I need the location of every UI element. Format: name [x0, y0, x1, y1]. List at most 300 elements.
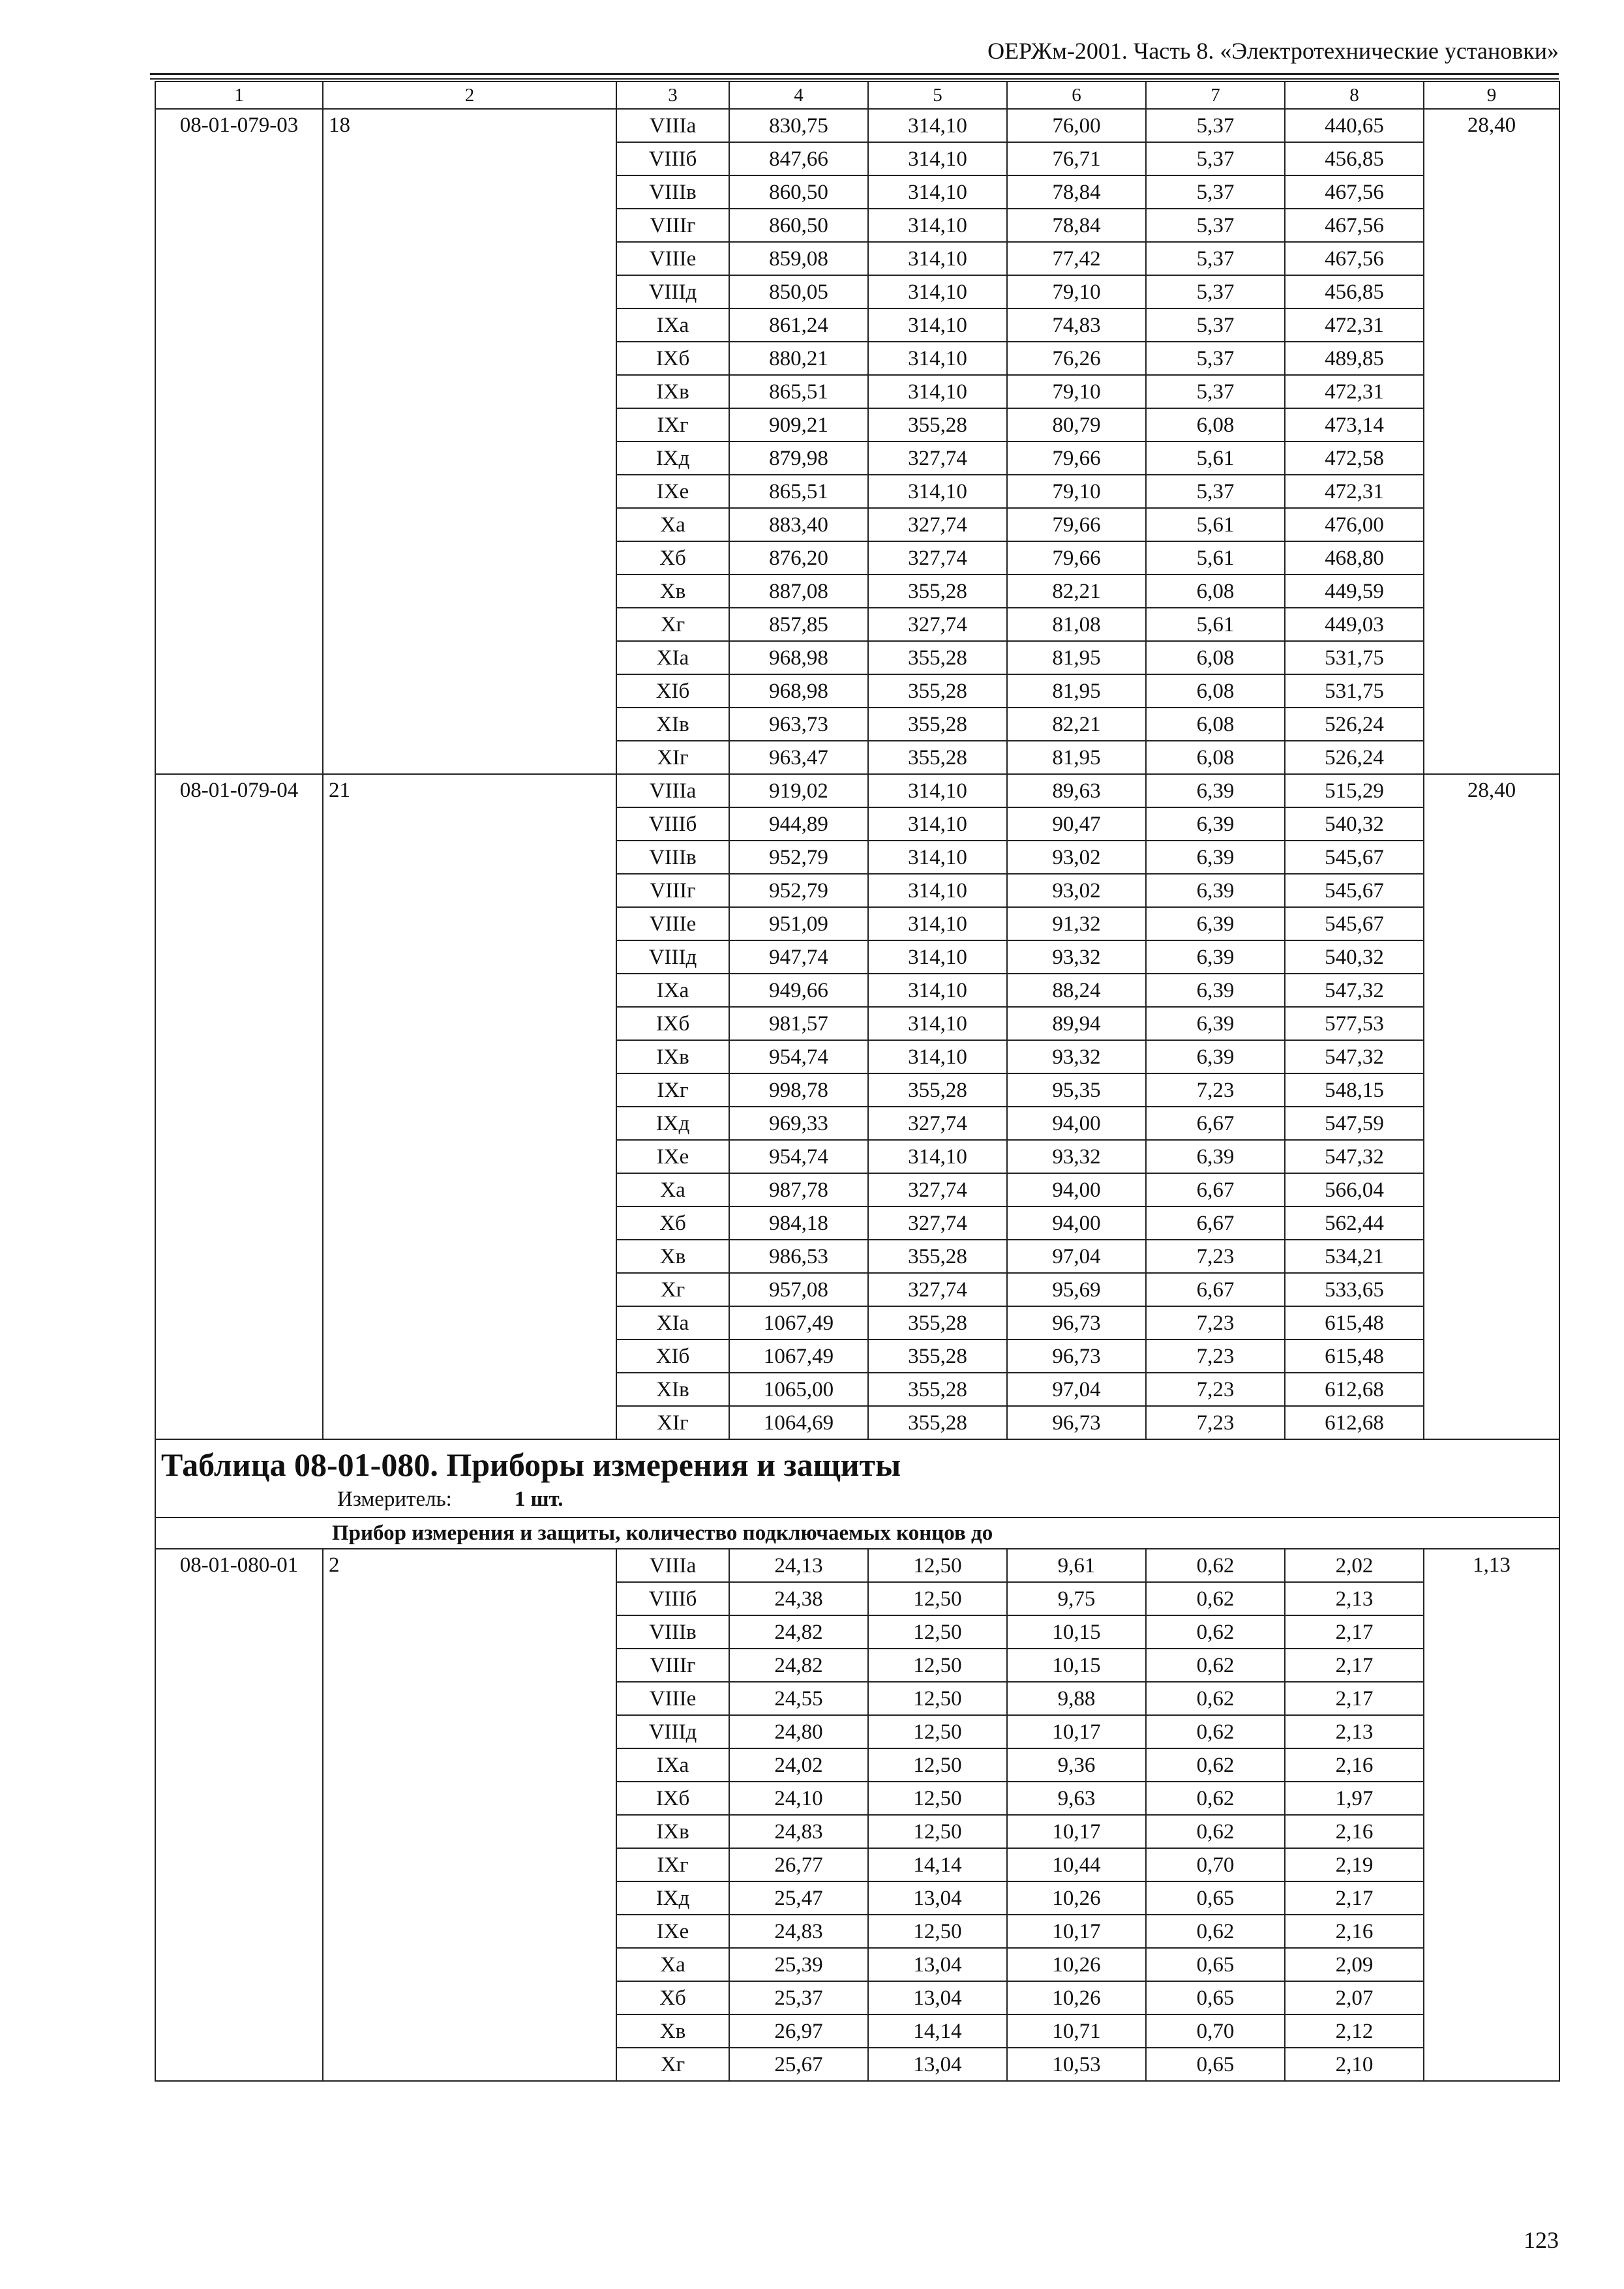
value-col6: 79,10: [1007, 275, 1146, 308]
value-col8: 612,68: [1285, 1373, 1424, 1406]
value-col6: 9,75: [1007, 1582, 1146, 1615]
value-col5: 314,10: [868, 375, 1007, 408]
value-col7: 6,39: [1146, 807, 1285, 841]
value-col5: 12,50: [868, 1682, 1007, 1715]
value-col4: 24,82: [729, 1615, 868, 1649]
zone-cell: IXa: [616, 1748, 729, 1782]
value-col7: 7,23: [1146, 1306, 1285, 1339]
table-section-header: [155, 1439, 1559, 1518]
zone-cell: IXд: [616, 1107, 729, 1140]
value-col8: 540,32: [1285, 807, 1424, 841]
table-row: [155, 1549, 1559, 1582]
value-col8: 456,85: [1285, 142, 1424, 175]
value-col6: 79,66: [1007, 508, 1146, 541]
value-col5: 355,28: [868, 1073, 1007, 1107]
value-col8: 2,12: [1285, 2014, 1424, 2048]
value-col8: 2,19: [1285, 1848, 1424, 1881]
value-col5: 12,50: [868, 1715, 1007, 1748]
value-col5: 355,28: [868, 1306, 1007, 1339]
value-col7: 0,62: [1146, 1549, 1285, 1582]
header-rule-thin: [150, 78, 1559, 80]
value-col4: 963,47: [729, 741, 868, 774]
value-col7: 6,39: [1146, 974, 1285, 1007]
value-col8: 2,10: [1285, 2048, 1424, 2081]
zone-cell: VIIIг: [616, 874, 729, 907]
value-col4: 24,55: [729, 1682, 868, 1715]
zone-cell: VIIIe: [616, 1682, 729, 1715]
value-col6: 10,71: [1007, 2014, 1146, 2048]
value-col6: 77,42: [1007, 242, 1146, 275]
value-col5: 355,28: [868, 674, 1007, 708]
price-table: [155, 81, 1560, 2082]
value-col4: 25,67: [729, 2048, 868, 2081]
value-col5: 355,28: [868, 1240, 1007, 1273]
value-col4: 24,02: [729, 1748, 868, 1782]
value-col7: 6,39: [1146, 1140, 1285, 1173]
value-col6: 97,04: [1007, 1240, 1146, 1273]
column-header-9: 9: [1424, 82, 1559, 109]
value-col6: 10,17: [1007, 1915, 1146, 1948]
zone-cell: Xг: [616, 2048, 729, 2081]
value-col4: 857,85: [729, 608, 868, 641]
value-col8: 467,56: [1285, 175, 1424, 209]
value-col4: 865,51: [729, 475, 868, 508]
row-column-2: 2: [323, 1549, 616, 2081]
zone-cell: Xa: [616, 1173, 729, 1206]
unit-value: 1 шт.: [514, 1488, 564, 1511]
value-col5: 314,10: [868, 109, 1007, 142]
value-col5: 314,10: [868, 940, 1007, 974]
zone-cell: IXб: [616, 342, 729, 375]
zone-cell: VIIIг: [616, 1649, 729, 1682]
column-header-6: 6: [1007, 82, 1146, 109]
unit-line: [161, 1486, 1559, 1517]
value-col4: 951,09: [729, 907, 868, 940]
value-col4: 954,74: [729, 1140, 868, 1173]
value-col7: 7,23: [1146, 1373, 1285, 1406]
value-col7: 0,62: [1146, 1582, 1285, 1615]
zone-cell: VIIIe: [616, 907, 729, 940]
value-col8: 545,67: [1285, 841, 1424, 874]
value-col8: 548,15: [1285, 1073, 1424, 1107]
value-col4: 24,83: [729, 1915, 868, 1948]
value-col5: 314,10: [868, 275, 1007, 308]
value-col6: 94,00: [1007, 1107, 1146, 1140]
value-col4: 850,05: [729, 275, 868, 308]
value-col5: 13,04: [868, 1981, 1007, 2014]
value-col6: 96,73: [1007, 1406, 1146, 1439]
zone-cell: Xб: [616, 1206, 729, 1240]
zone-cell: VIIIa: [616, 1549, 729, 1582]
zone-cell: XIв: [616, 1373, 729, 1406]
zone-cell: XIг: [616, 741, 729, 774]
value-col8: 2,16: [1285, 1815, 1424, 1848]
table-subtitle-row: [155, 1518, 1559, 1549]
value-col5: 314,10: [868, 874, 1007, 907]
value-col8: 472,31: [1285, 375, 1424, 408]
value-col4: 24,83: [729, 1815, 868, 1848]
value-col6: 88,24: [1007, 974, 1146, 1007]
value-col6: 82,21: [1007, 708, 1146, 741]
value-col7: 5,61: [1146, 541, 1285, 575]
value-col4: 879,98: [729, 441, 868, 475]
row-code: 08-01-079-04: [155, 774, 323, 1439]
value-col7: 5,61: [1146, 608, 1285, 641]
value-col4: 968,98: [729, 641, 868, 674]
value-col4: 957,08: [729, 1273, 868, 1306]
zone-cell: VIIIa: [616, 774, 729, 807]
value-col4: 969,33: [729, 1107, 868, 1140]
zone-cell: VIIIд: [616, 275, 729, 308]
value-col7: 6,67: [1146, 1173, 1285, 1206]
zone-cell: XIв: [616, 708, 729, 741]
value-col8: 2,02: [1285, 1549, 1424, 1582]
value-col4: 25,37: [729, 1981, 868, 2014]
value-col8: 2,07: [1285, 1981, 1424, 2014]
value-col8: 545,67: [1285, 907, 1424, 940]
column-header-4: 4: [729, 82, 868, 109]
value-col8: 1,97: [1285, 1782, 1424, 1815]
value-col7: 6,67: [1146, 1273, 1285, 1306]
zone-cell: VIIIд: [616, 1715, 729, 1748]
value-col6: 10,26: [1007, 1948, 1146, 1981]
value-col4: 24,38: [729, 1582, 868, 1615]
value-col8: 547,32: [1285, 974, 1424, 1007]
value-col5: 355,28: [868, 408, 1007, 441]
zone-cell: Xв: [616, 1240, 729, 1273]
value-col6: 94,00: [1007, 1173, 1146, 1206]
value-col8: 526,24: [1285, 708, 1424, 741]
value-col4: 861,24: [729, 308, 868, 342]
value-col6: 9,88: [1007, 1682, 1146, 1715]
value-col8: 489,85: [1285, 342, 1424, 375]
value-col4: 998,78: [729, 1073, 868, 1107]
value-col8: 531,75: [1285, 674, 1424, 708]
value-col6: 10,26: [1007, 1881, 1146, 1915]
value-col4: 26,77: [729, 1848, 868, 1881]
value-col5: 12,50: [868, 1615, 1007, 1649]
value-col6: 80,79: [1007, 408, 1146, 441]
value-col6: 79,66: [1007, 541, 1146, 575]
value-col8: 472,58: [1285, 441, 1424, 475]
value-col8: 472,31: [1285, 475, 1424, 508]
value-col8: 534,21: [1285, 1240, 1424, 1273]
zone-cell: IXд: [616, 441, 729, 475]
value-col6: 9,61: [1007, 1549, 1146, 1582]
value-col4: 24,82: [729, 1649, 868, 1682]
value-col6: 10,17: [1007, 1815, 1146, 1848]
value-col8: 547,59: [1285, 1107, 1424, 1140]
table-row: [155, 774, 1559, 807]
value-col8: 577,53: [1285, 1007, 1424, 1040]
value-col7: 5,61: [1146, 441, 1285, 475]
column-header-5: 5: [868, 82, 1007, 109]
value-col5: 13,04: [868, 1948, 1007, 1981]
value-col4: 968,98: [729, 674, 868, 708]
value-col8: 449,59: [1285, 575, 1424, 608]
value-col8: 545,67: [1285, 874, 1424, 907]
value-col6: 10,26: [1007, 1981, 1146, 2014]
value-col6: 95,35: [1007, 1073, 1146, 1107]
value-col6: 95,69: [1007, 1273, 1146, 1306]
value-col6: 10,44: [1007, 1848, 1146, 1881]
column-header-7: 7: [1146, 82, 1285, 109]
row-column-2: 21: [323, 774, 616, 1439]
value-col8: 2,13: [1285, 1582, 1424, 1615]
value-col6: 93,32: [1007, 1040, 1146, 1073]
zone-cell: IXб: [616, 1007, 729, 1040]
value-col6: 97,04: [1007, 1373, 1146, 1406]
value-col5: 314,10: [868, 342, 1007, 375]
zone-cell: XIг: [616, 1406, 729, 1439]
value-col7: 0,70: [1146, 2014, 1285, 2048]
value-col4: 981,57: [729, 1007, 868, 1040]
value-col7: 6,08: [1146, 408, 1285, 441]
value-col8: 531,75: [1285, 641, 1424, 674]
value-col8: 566,04: [1285, 1173, 1424, 1206]
page-number: 123: [1524, 2227, 1559, 2253]
value-col5: 314,10: [868, 841, 1007, 874]
value-col8: 2,17: [1285, 1649, 1424, 1682]
row-column-9: 28,40: [1424, 109, 1559, 774]
zone-cell: IXв: [616, 1815, 729, 1848]
value-col5: 12,50: [868, 1815, 1007, 1848]
value-col7: 0,65: [1146, 1981, 1285, 2014]
value-col8: 2,17: [1285, 1682, 1424, 1715]
value-col7: 0,65: [1146, 1881, 1285, 1915]
value-col7: 0,62: [1146, 1615, 1285, 1649]
value-col4: 847,66: [729, 142, 868, 175]
value-col7: 6,08: [1146, 674, 1285, 708]
price-table-body: [155, 82, 1559, 2081]
zone-cell: IXв: [616, 375, 729, 408]
value-col7: 6,08: [1146, 575, 1285, 608]
value-col6: 10,53: [1007, 2048, 1146, 2081]
value-col4: 1067,49: [729, 1306, 868, 1339]
zone-cell: IXa: [616, 308, 729, 342]
value-col5: 12,50: [868, 1549, 1007, 1582]
value-col6: 93,32: [1007, 1140, 1146, 1173]
row-column-2: 18: [323, 109, 616, 774]
value-col8: 547,32: [1285, 1140, 1424, 1173]
value-col8: 615,48: [1285, 1339, 1424, 1373]
value-col4: 24,80: [729, 1715, 868, 1748]
zone-cell: VIIIв: [616, 175, 729, 209]
value-col8: 473,14: [1285, 408, 1424, 441]
value-col6: 76,26: [1007, 342, 1146, 375]
value-col7: 6,08: [1146, 641, 1285, 674]
value-col7: 5,37: [1146, 308, 1285, 342]
value-col5: 12,50: [868, 1915, 1007, 1948]
value-col8: 449,03: [1285, 608, 1424, 641]
value-col8: 456,85: [1285, 275, 1424, 308]
value-col7: 6,39: [1146, 1007, 1285, 1040]
column-header-8: 8: [1285, 82, 1424, 109]
value-col4: 944,89: [729, 807, 868, 841]
zone-cell: Xa: [616, 1948, 729, 1981]
value-col8: 526,24: [1285, 741, 1424, 774]
value-col5: 12,50: [868, 1582, 1007, 1615]
value-col4: 919,02: [729, 774, 868, 807]
value-col5: 12,50: [868, 1649, 1007, 1682]
value-col8: 467,56: [1285, 242, 1424, 275]
value-col7: 0,65: [1146, 1948, 1285, 1981]
value-col4: 947,74: [729, 940, 868, 974]
zone-cell: Xб: [616, 541, 729, 575]
value-col5: 314,10: [868, 1040, 1007, 1073]
zone-cell: IXб: [616, 1782, 729, 1815]
value-col5: 355,28: [868, 1373, 1007, 1406]
value-col8: 612,68: [1285, 1406, 1424, 1439]
table-subtitle: Прибор измерения и защиты, количество подключаемых концов до: [155, 1518, 1559, 1549]
value-col7: 7,23: [1146, 1073, 1285, 1107]
column-header-3: 3: [616, 82, 729, 109]
value-col4: 909,21: [729, 408, 868, 441]
value-col5: 314,10: [868, 308, 1007, 342]
zone-cell: Xa: [616, 508, 729, 541]
value-col7: 6,67: [1146, 1206, 1285, 1240]
zone-cell: IXa: [616, 974, 729, 1007]
value-col5: 314,10: [868, 242, 1007, 275]
value-col5: 355,28: [868, 708, 1007, 741]
value-col5: 314,10: [868, 209, 1007, 242]
value-col7: 5,37: [1146, 209, 1285, 242]
zone-cell: XIa: [616, 1306, 729, 1339]
zone-cell: XIб: [616, 1339, 729, 1373]
value-col4: 26,97: [729, 2014, 868, 2048]
value-col8: 472,31: [1285, 308, 1424, 342]
value-col6: 76,71: [1007, 142, 1146, 175]
value-col7: 0,65: [1146, 2048, 1285, 2081]
value-col4: 859,08: [729, 242, 868, 275]
zone-cell: VIIIб: [616, 142, 729, 175]
value-col7: 0,62: [1146, 1715, 1285, 1748]
value-col5: 355,28: [868, 741, 1007, 774]
zone-cell: IXг: [616, 1848, 729, 1881]
value-col4: 830,75: [729, 109, 868, 142]
value-col5: 327,74: [868, 1206, 1007, 1240]
value-col5: 355,28: [868, 1406, 1007, 1439]
value-col6: 94,00: [1007, 1206, 1146, 1240]
unit-label: Измеритель:: [337, 1488, 452, 1511]
value-col7: 6,08: [1146, 708, 1285, 741]
value-col6: 82,21: [1007, 575, 1146, 608]
value-col4: 963,73: [729, 708, 868, 741]
value-col4: 954,74: [729, 1040, 868, 1073]
value-col7: 5,37: [1146, 175, 1285, 209]
zone-cell: IXe: [616, 475, 729, 508]
value-col8: 2,16: [1285, 1915, 1424, 1948]
value-col8: 467,56: [1285, 209, 1424, 242]
zone-cell: XIб: [616, 674, 729, 708]
value-col7: 5,37: [1146, 342, 1285, 375]
value-col6: 93,32: [1007, 940, 1146, 974]
value-col7: 6,67: [1146, 1107, 1285, 1140]
value-col5: 314,10: [868, 1140, 1007, 1173]
value-col8: 533,65: [1285, 1273, 1424, 1306]
value-col6: 93,02: [1007, 874, 1146, 907]
value-col5: 327,74: [868, 1273, 1007, 1306]
value-col5: 355,28: [868, 641, 1007, 674]
value-col7: 5,37: [1146, 109, 1285, 142]
value-col4: 1064,69: [729, 1406, 868, 1439]
value-col4: 876,20: [729, 541, 868, 575]
value-col4: 887,08: [729, 575, 868, 608]
value-col6: 79,66: [1007, 441, 1146, 475]
zone-cell: IXe: [616, 1140, 729, 1173]
zone-cell: IXв: [616, 1040, 729, 1073]
value-col5: 327,74: [868, 1107, 1007, 1140]
zone-cell: IXг: [616, 1073, 729, 1107]
value-col5: 355,28: [868, 575, 1007, 608]
value-col8: 2,16: [1285, 1748, 1424, 1782]
zone-cell: VIIIa: [616, 109, 729, 142]
value-col6: 74,83: [1007, 308, 1146, 342]
value-col7: 5,37: [1146, 142, 1285, 175]
value-col4: 883,40: [729, 508, 868, 541]
value-col5: 314,10: [868, 907, 1007, 940]
value-col6: 79,10: [1007, 475, 1146, 508]
zone-cell: Xг: [616, 1273, 729, 1306]
zone-cell: VIIIб: [616, 807, 729, 841]
value-col8: 562,44: [1285, 1206, 1424, 1240]
table-row: [155, 109, 1559, 142]
zone-cell: Xв: [616, 2014, 729, 2048]
value-col7: 6,39: [1146, 841, 1285, 874]
value-col7: 0,62: [1146, 1748, 1285, 1782]
value-col7: 0,62: [1146, 1915, 1285, 1948]
value-col5: 327,74: [868, 608, 1007, 641]
value-col8: 2,17: [1285, 1881, 1424, 1915]
value-col4: 987,78: [729, 1173, 868, 1206]
zone-cell: Xб: [616, 1981, 729, 2014]
value-col7: 0,70: [1146, 1848, 1285, 1881]
value-col6: 91,32: [1007, 907, 1146, 940]
value-col4: 1067,49: [729, 1339, 868, 1373]
value-col6: 89,63: [1007, 774, 1146, 807]
value-col7: 7,23: [1146, 1339, 1285, 1373]
row-column-9: 1,13: [1424, 1549, 1559, 2081]
value-col7: 6,39: [1146, 1040, 1285, 1073]
value-col5: 327,74: [868, 1173, 1007, 1206]
value-col5: 314,10: [868, 1007, 1007, 1040]
value-col6: 81,08: [1007, 608, 1146, 641]
value-col5: 314,10: [868, 475, 1007, 508]
value-col4: 880,21: [729, 342, 868, 375]
header-rule: [150, 73, 1559, 75]
value-col7: 5,37: [1146, 242, 1285, 275]
value-col5: 314,10: [868, 142, 1007, 175]
value-col7: 6,08: [1146, 741, 1285, 774]
value-col7: 6,39: [1146, 940, 1285, 974]
value-col7: 6,39: [1146, 907, 1285, 940]
value-col4: 25,39: [729, 1948, 868, 1981]
table-title: Таблица 08-01-080. Приборы измерения и защиты: [161, 1446, 901, 1483]
value-col7: 7,23: [1146, 1240, 1285, 1273]
value-col8: 547,32: [1285, 1040, 1424, 1073]
value-col7: 0,62: [1146, 1782, 1285, 1815]
zone-cell: VIIIб: [616, 1582, 729, 1615]
value-col6: 10,15: [1007, 1615, 1146, 1649]
value-col6: 79,10: [1007, 375, 1146, 408]
value-col7: 0,62: [1146, 1649, 1285, 1682]
value-col6: 81,95: [1007, 674, 1146, 708]
value-col8: 476,00: [1285, 508, 1424, 541]
value-col5: 355,28: [868, 1339, 1007, 1373]
zone-cell: VIIIв: [616, 841, 729, 874]
value-col5: 327,74: [868, 508, 1007, 541]
zone-cell: IXг: [616, 408, 729, 441]
